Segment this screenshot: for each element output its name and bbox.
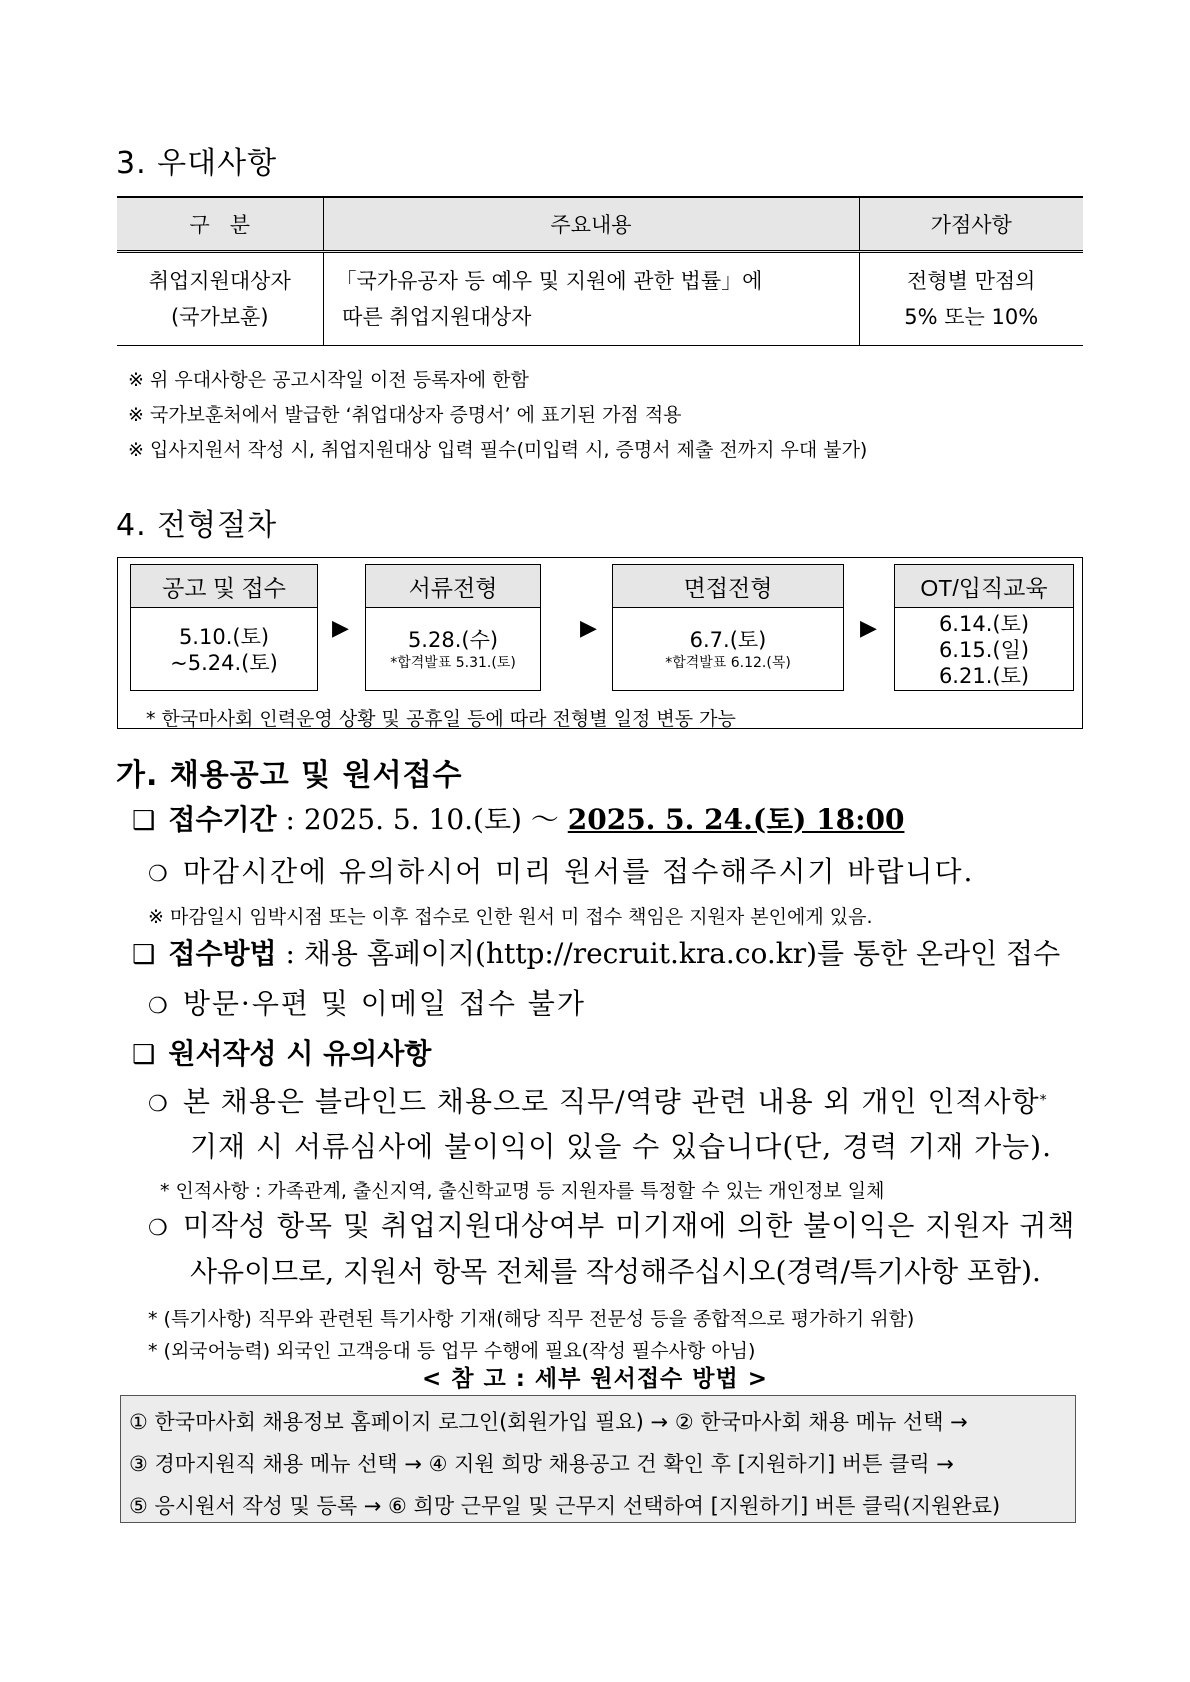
reference-line-3: ⑤ 응시원서 작성 및 등록 → ⑥ 희망 근무일 및 근무지 선택하여 [지원하기] 버튼 클릭(지원완료): [129, 1494, 1001, 1518]
caution-bullet-2: ❍ 미작성 항목 및 취업지원대상여부 미기재에 의한 불이익은 지원자 귀책: [148, 1209, 1076, 1242]
process-note: * 한국마사회 인력운영 상황 및 공휴일 등에 따라 전형별 일정 변동 가능: [146, 708, 736, 730]
reference-line-1: ① 한국마사회 채용정보 홈페이지 로그인(회원가입 필요) → ② 한국마사회 채용 메뉴 선택 →: [129, 1410, 968, 1434]
cell-points: 전형별 만점의 5% 또는 10%: [859, 252, 1083, 346]
caution-note-1: * 인적사항 : 가족관계, 출신지역, 출신학교명 등 지원자를 특정할 수 있는 개인정보 일체: [160, 1180, 885, 1202]
circle-bullet-icon: ❍: [148, 1216, 168, 1241]
method-label: 접수방법: [168, 937, 277, 970]
caution-row: [132, 1032, 431, 1072]
step-document: 서류전형 5.28.(수) *합격발표 5.31.(토): [365, 564, 541, 691]
cell-category: 취업지원대상자 (국가보훈): [117, 252, 323, 346]
caution-label: 원서작성 시 유의사항: [168, 1037, 432, 1070]
col-header-content: 주요내용: [323, 197, 859, 252]
checkbox-icon: ❑: [132, 806, 156, 836]
pref-note-1: ※ 위 우대사항은 공고시작일 이전 등록자에 한함: [128, 369, 529, 391]
caution-note-2: * (특기사항) 직무와 관련된 특기사항 기재(해당 직무 전문성 등을 종합적으로 평가하기 위함): [148, 1308, 915, 1330]
period-label: 접수기간: [168, 803, 277, 836]
circle-bullet-icon: ❍: [148, 1092, 168, 1117]
pref-note-2: ※ 국가보훈처에서 발급한 ‘취업대상자 증명서’ 에 표기된 가점 적용: [128, 404, 682, 426]
period-sep: :: [276, 803, 304, 836]
circle-bullet-icon: ❍: [148, 862, 168, 887]
section4-title: 4. 전형절차: [116, 508, 278, 543]
pref-note-3: ※ 입사지원서 작성 시, 취업지원대상 입력 필수(미입력 시, 증명서 제출 전까지 우대 불가): [128, 439, 868, 461]
step-orientation: OT/입직교육 6.14.(토) 6.15.(일) 6.21.(토): [894, 564, 1074, 691]
col-header-points: 가점사항: [859, 197, 1083, 252]
section-ga-title: 가. 채용공고 및 원서접수: [116, 758, 463, 793]
reference-line-2: ③ 경마지원직 채용 메뉴 선택 → ④ 지원 희망 채용공고 건 확인 후 [지원하기] 버튼 클릭 →: [129, 1452, 954, 1476]
reference-title: < 참 고 : 세부 원서접수 방법 >: [422, 1366, 768, 1392]
arrow-icon: ▶: [580, 616, 597, 641]
circle-bullet-icon: ❍: [148, 994, 168, 1019]
process-box: [117, 557, 1083, 729]
period-note: ※ 마감일시 임박시점 또는 이후 접수로 인한 원서 미 접수 책임은 지원자 본인에게 있음.: [148, 906, 873, 928]
caution-note-3: * (외국어능력) 외국인 고객응대 등 업무 수행에 필요(작성 필수사항 아님): [148, 1340, 756, 1362]
period-row: [132, 798, 904, 838]
reference-box: [120, 1395, 1076, 1523]
caution-bullet-1: ❍ 본 채용은 블라인드 채용으로 직무/역량 관련 내용 외 개인 인적사항*: [148, 1085, 1047, 1118]
caution-bullet-2-cont: 사유이므로, 지원서 항목 전체를 작성해주십시오(경력/특기사항 포함).: [190, 1255, 1041, 1288]
method-row: [132, 932, 1060, 972]
checkbox-icon: ❑: [132, 1040, 156, 1070]
checkbox-icon: ❑: [132, 940, 156, 970]
method-bullet: ❍ 방문·우편 및 이메일 접수 불가: [148, 987, 586, 1020]
step-interview: 면접전형 6.7.(토) *합격발표 6.12.(목): [612, 564, 844, 691]
caution-bullet-1-cont: 기재 시 서류심사에 불이익이 있을 수 있습니다(단, 경력 기재 가능).: [190, 1130, 1053, 1163]
table-row: [117, 252, 1083, 346]
period-start: 2025. 5. 10.(토) ～: [303, 803, 568, 836]
col-header-category: 구 분: [117, 197, 323, 252]
period-bullet: ❍ 마감시간에 유의하시어 미리 원서를 접수해주시기 바랍니다.: [148, 855, 975, 888]
cell-content: 「국가유공자 등 예우 및 지원에 관한 법률」에 따른 취업지원대상자: [323, 252, 859, 346]
step-apply: 공고 및 접수 5.10.(토) ~5.24.(토): [130, 564, 318, 691]
arrow-icon: ▶: [332, 616, 349, 641]
period-end: 2025. 5. 24.(토) 18:00: [567, 803, 905, 836]
section3-title: 3. 우대사항: [116, 146, 278, 181]
preference-table: [117, 196, 1083, 346]
method-text: : 채용 홈페이지(http://recruit.kra.co.kr)를 통한 온라인 접수: [276, 937, 1061, 970]
arrow-icon: ▶: [860, 616, 877, 641]
